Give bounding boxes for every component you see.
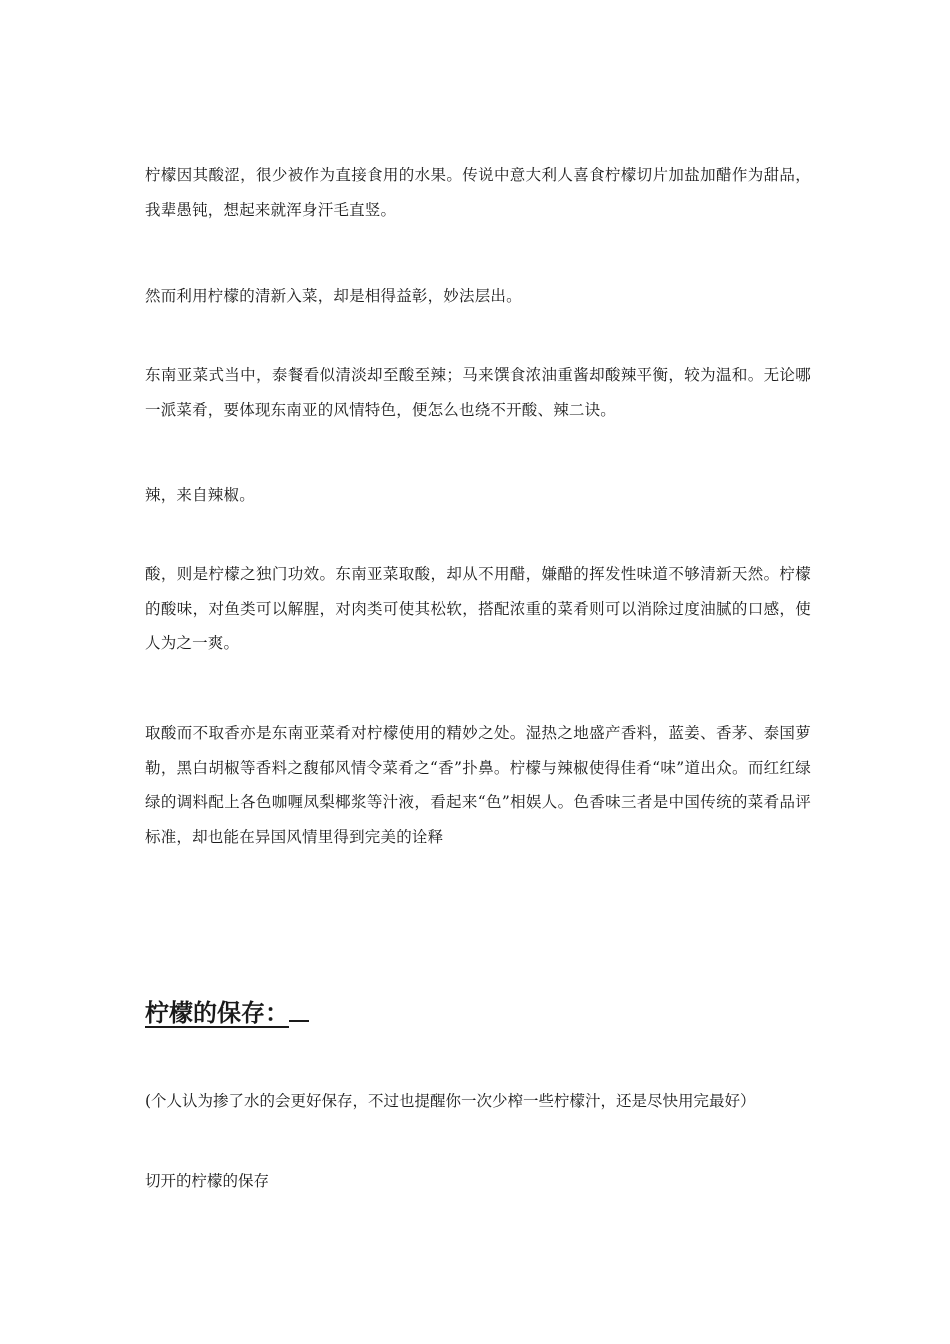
paragraph-3: 东南亚菜式当中，泰餐看似清淡却至酸至辣；马来馔食浓油重酱却酸辣平衡，较为温和。无论哪一派菜肴，要体现东南亚的风情特色，便怎么也绕不开酸、辣二诀。 <box>145 366 811 419</box>
paragraph-6: 取酸而不取香亦是东南亚菜肴对柠檬使用的精妙之处。湿热之地盛产香料，蓝姜、香茅、泰国萝勒，黑白胡椒等香料之馥郁风情令菜肴之“香”扑鼻。柠檬与辣椒使得佳肴“味”道出众。而红红绿绿的调料配上各色咖喱凤梨椰浆等汁液，看起来“色”相娱人。色香味三者是中国传统的菜肴品评标准，却也能在异国风情里得到完美的诠释 <box>145 724 811 846</box>
paragraph-1: 柠檬因其酸涩，很少被作为直接食用的水果。传说中意大利人喜食柠檬切片加盐加醋作为甜品，我辈愚钝，想起来就浑身汗毛直竖。 <box>145 166 811 219</box>
paragraph-2: 然而利用柠檬的清新入菜，却是相得益彰，妙法层出。 <box>145 287 522 305</box>
section-heading <box>145 993 309 1033</box>
heading-underline-trail <box>289 993 309 1022</box>
paragraph-5: 酸，则是柠檬之独门功效。东南亚菜取酸，却从不用醋，嫌醋的挥发性味道不够清新天然。柠檬的酸味，对鱼类可以解腥，对肉类可使其松软，搭配浓重的菜肴则可以消除过度油腻的口感，使人为之一爽。 <box>145 565 811 652</box>
section-heading-text: 柠檬的保存： <box>145 998 289 1027</box>
storage-subheading: 切开的柠檬的保存 <box>145 1172 270 1190</box>
paragraph-4: 辣，来自辣椒。 <box>145 486 255 504</box>
storage-note: (个人认为掺了水的会更好保存，不过也提醒你一次少榨一些柠檬汁，还是尽快用完最好） <box>145 1092 756 1110</box>
